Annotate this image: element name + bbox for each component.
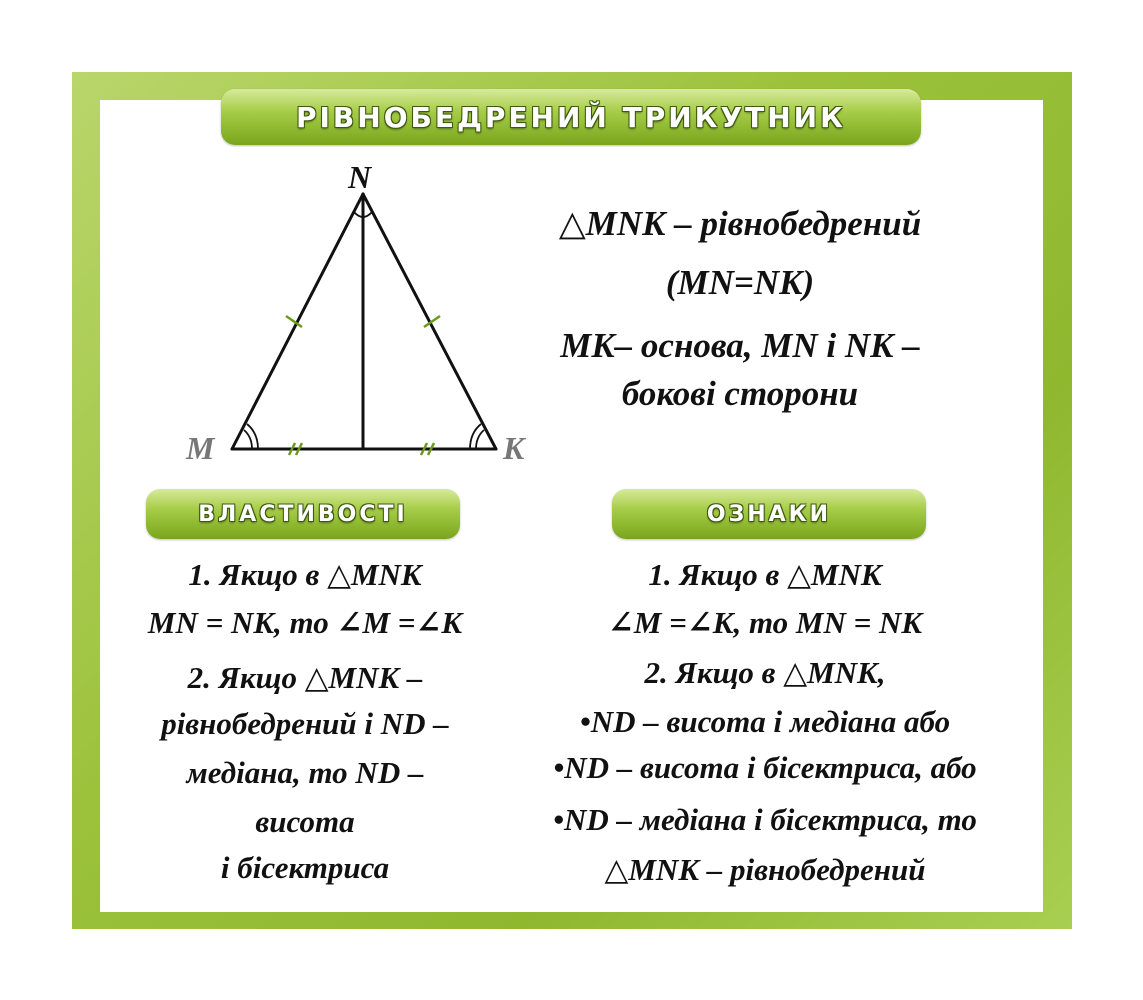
sign-line: ∠M =∠K, то MN = NK <box>607 605 923 640</box>
property-line: і бісектриса <box>220 850 390 885</box>
sign-line: •ND – медіана і бісектриса, то <box>553 802 977 837</box>
definition-line-1: △MNK – рівнобедрений <box>558 204 922 243</box>
property-line: 1. Якщо в △MNK <box>188 557 422 592</box>
property-line: рівнобедрений і ND – <box>161 706 449 741</box>
sign-line: •ND – висота і бісектриса, або <box>553 750 977 785</box>
property-line: MN = NK, то ∠M =∠K <box>147 605 463 640</box>
property-line: висота <box>255 804 355 839</box>
definition-line-2: (MN=NK) <box>665 263 815 302</box>
sign-line: •ND – висота і медіана або <box>579 704 951 739</box>
sign-line: 1. Якщо в △MNK <box>648 557 882 592</box>
definition-line-3: MK– основа, MN і NK – <box>560 326 920 365</box>
page-title: РІВНОБЕДРЕНИЙ ТРИКУТНИК <box>221 89 921 145</box>
sign-line: 2. Якщо в △MNK, <box>644 655 886 690</box>
vertex-label-n: N <box>348 159 372 195</box>
property-line: 2. Якщо △MNK – <box>187 660 423 695</box>
property-line: медіана, то ND – <box>186 755 424 790</box>
signs-heading: ОЗНАКИ <box>612 489 926 539</box>
definition-line-4: бокові сторони <box>621 374 859 413</box>
properties-heading: ВЛАСТИВОСТІ <box>146 489 460 539</box>
vertex-label-k: K <box>503 430 525 466</box>
side-mn <box>232 194 363 449</box>
sign-line: △MNK – рівнобедрений <box>604 852 926 887</box>
angle-arc-k <box>476 430 484 449</box>
side-nk <box>363 194 496 449</box>
vertex-label-m: M <box>186 430 215 466</box>
angle-arc-m <box>244 430 252 449</box>
